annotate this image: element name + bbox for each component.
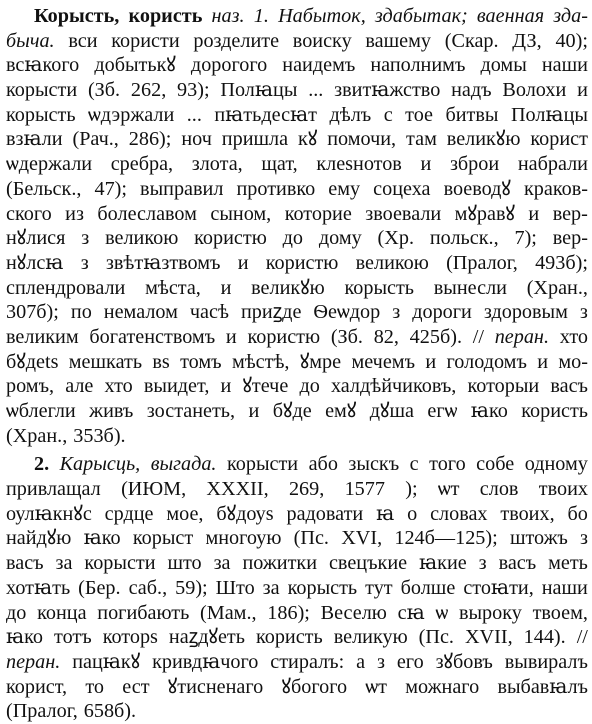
word: емꙋ bbox=[325, 400, 357, 422]
text-line bbox=[6, 78, 588, 103]
word: до bbox=[6, 601, 27, 624]
word: ДЗ, bbox=[512, 29, 542, 52]
word: по bbox=[70, 301, 92, 324]
word: которѕ bbox=[102, 626, 158, 649]
text-line bbox=[6, 350, 588, 375]
word: // bbox=[472, 325, 484, 348]
word: 124б—125); bbox=[394, 527, 498, 550]
word: воеводꙋ bbox=[443, 177, 511, 200]
text-line bbox=[6, 29, 588, 54]
dictionary-entry bbox=[6, 4, 588, 724]
word: вер- bbox=[552, 227, 588, 250]
word: ему bbox=[328, 177, 361, 200]
word: звѣтꙗзтвомъ bbox=[105, 251, 221, 274]
word: домы bbox=[480, 54, 527, 77]
word: до bbox=[299, 375, 320, 398]
word: вер- bbox=[552, 202, 588, 225]
word: дꙋша bbox=[369, 400, 414, 422]
word: мѣста, bbox=[145, 276, 201, 299]
word: надъ bbox=[451, 79, 492, 102]
word: розделите bbox=[193, 29, 280, 52]
word: кривдꙗчого bbox=[152, 650, 259, 673]
word: здоровым bbox=[483, 301, 568, 324]
word: егѡ bbox=[427, 400, 458, 422]
word: пацꙗкꙋ bbox=[72, 650, 141, 673]
word: з bbox=[478, 552, 487, 575]
word: ваенная bbox=[476, 5, 545, 27]
word: што bbox=[167, 552, 202, 575]
word: нꙋлсꙗ bbox=[6, 251, 64, 274]
word: ); bbox=[405, 478, 418, 501]
word: (Скар. bbox=[444, 29, 499, 52]
word: ѡдержали bbox=[6, 153, 93, 176]
word: набрали bbox=[517, 153, 588, 176]
word: можнаго bbox=[405, 675, 480, 698]
word: корысть bbox=[287, 576, 358, 599]
word: ꙋтече bbox=[242, 375, 289, 398]
word: вѕ bbox=[152, 350, 170, 373]
word: мое, bbox=[166, 502, 204, 525]
word: твоих, bbox=[500, 502, 555, 525]
word: ꙗко bbox=[83, 527, 121, 550]
word: (Мам., bbox=[200, 601, 257, 624]
text-line bbox=[6, 276, 588, 301]
word: 353б). bbox=[73, 424, 126, 447]
word: 286); bbox=[128, 128, 172, 151]
word: за bbox=[213, 552, 231, 575]
word: Што bbox=[215, 576, 255, 599]
word: пожитки bbox=[242, 552, 318, 575]
word: 658б). bbox=[83, 700, 137, 723]
word: 47); bbox=[94, 177, 127, 200]
word: (Пралог, bbox=[6, 700, 78, 723]
word: користь bbox=[521, 400, 588, 422]
word: хотꙗть bbox=[6, 576, 71, 599]
word: богатенствомъ bbox=[89, 325, 216, 348]
word: воиску bbox=[292, 29, 352, 52]
word: ест bbox=[122, 675, 150, 698]
word: штожъ bbox=[509, 527, 568, 550]
word: взꙗли bbox=[6, 128, 63, 151]
word: пꙗтьдесꙗт bbox=[214, 103, 318, 126]
word: корист, bbox=[6, 675, 68, 698]
word: васъ bbox=[6, 552, 44, 575]
word: Корысть, bbox=[34, 5, 120, 27]
word: звитꙗжство bbox=[334, 79, 441, 102]
word: 93); bbox=[177, 79, 210, 102]
word: бо bbox=[567, 502, 588, 525]
word: хто bbox=[104, 375, 133, 398]
word: великꙋю bbox=[446, 128, 521, 151]
word: пришла bbox=[221, 128, 289, 151]
word: ꙋбогого bbox=[281, 675, 348, 698]
word: погибають bbox=[97, 601, 190, 624]
text-line bbox=[6, 177, 588, 202]
word: выгада. bbox=[150, 453, 217, 476]
word: зброи bbox=[449, 153, 500, 176]
word: радовати bbox=[286, 502, 364, 525]
word: с bbox=[409, 453, 419, 476]
word: (Зб. bbox=[87, 79, 121, 102]
text-line bbox=[6, 103, 588, 128]
word: корысти bbox=[6, 79, 78, 102]
word: великꙋю bbox=[251, 276, 325, 299]
word: XVII, bbox=[464, 626, 513, 649]
word: срдце bbox=[104, 502, 154, 525]
word: зда- bbox=[553, 5, 588, 27]
word: одному bbox=[524, 453, 588, 476]
word: о bbox=[407, 502, 418, 525]
word: немалом bbox=[103, 301, 178, 324]
text-line bbox=[6, 452, 588, 477]
word: зыскъ bbox=[348, 453, 400, 476]
word: корысть bbox=[6, 103, 76, 126]
word: (Пралог, bbox=[446, 251, 518, 274]
text-line bbox=[6, 399, 588, 424]
word: стиралъ: bbox=[270, 650, 345, 673]
word: ноч bbox=[181, 128, 212, 151]
word: и bbox=[420, 153, 432, 176]
word: вывиралъ bbox=[504, 650, 588, 673]
word: (Бер. bbox=[78, 576, 121, 599]
word: мешкать bbox=[68, 350, 143, 373]
word: дѣлъ bbox=[329, 103, 372, 126]
word: Полꙗцы bbox=[220, 79, 298, 102]
word: з bbox=[579, 301, 588, 324]
word: оулꙗкнꙋс bbox=[6, 502, 92, 525]
word: болше bbox=[400, 576, 456, 599]
word: ѡдэржали bbox=[88, 103, 175, 126]
text-line bbox=[6, 576, 588, 601]
word: ѡ bbox=[435, 601, 449, 624]
word: соцеха bbox=[373, 177, 431, 200]
word: користь bbox=[255, 626, 323, 649]
word: // bbox=[576, 626, 588, 649]
word: ꙗко bbox=[6, 626, 44, 649]
word: зꙋбовъ bbox=[435, 650, 493, 673]
word: мечемъ bbox=[351, 350, 416, 373]
word: Набыток, bbox=[278, 5, 366, 27]
text-line bbox=[6, 650, 588, 675]
text-line bbox=[6, 4, 588, 29]
word: тут bbox=[365, 576, 393, 599]
word: наꙁдꙋеть bbox=[168, 626, 245, 649]
word: томъ bbox=[180, 350, 222, 373]
word: противко bbox=[236, 177, 316, 200]
word: з bbox=[580, 527, 588, 550]
word: Ѳеѡдор bbox=[313, 301, 381, 324]
word: але bbox=[65, 375, 94, 398]
word: з bbox=[376, 650, 385, 673]
word: и bbox=[537, 350, 549, 373]
word: 269, bbox=[288, 478, 325, 501]
word: корист bbox=[530, 128, 588, 151]
word: корысть bbox=[344, 276, 415, 299]
word: тотъ bbox=[54, 626, 92, 649]
word: ꙗ bbox=[376, 502, 395, 525]
text-line bbox=[6, 675, 588, 700]
text-line bbox=[6, 300, 588, 325]
word: ѡт bbox=[365, 675, 387, 698]
word: и bbox=[237, 251, 249, 274]
word: и bbox=[425, 350, 437, 373]
word: часѣ bbox=[189, 301, 229, 324]
word: с bbox=[383, 103, 393, 126]
text-line bbox=[6, 152, 588, 177]
word: великою bbox=[105, 227, 179, 250]
word: (Бельск., bbox=[6, 177, 82, 200]
word: выроку bbox=[458, 601, 522, 624]
word: 493б); bbox=[535, 251, 588, 274]
word: дорогого bbox=[190, 54, 268, 77]
word: наши bbox=[541, 54, 588, 77]
word: наполнимъ bbox=[370, 54, 466, 77]
word: користю bbox=[247, 325, 321, 348]
word: меть bbox=[548, 552, 588, 575]
word: ... bbox=[308, 79, 324, 102]
word: (Хран., bbox=[526, 276, 588, 299]
word: великим bbox=[6, 325, 79, 348]
word: битвы bbox=[445, 103, 499, 126]
word: ꙗко bbox=[470, 400, 508, 422]
word: всꙗкого bbox=[6, 54, 80, 77]
word: корыст bbox=[132, 527, 194, 550]
word: XXXII, bbox=[206, 478, 269, 501]
word: которие bbox=[284, 202, 352, 225]
word: або bbox=[308, 453, 338, 476]
word: XVI, bbox=[341, 527, 383, 550]
word: вашему bbox=[365, 29, 432, 52]
word: (Пс. bbox=[293, 527, 329, 550]
word: за bbox=[262, 576, 280, 599]
word: щат, bbox=[261, 153, 298, 176]
word: собе bbox=[476, 453, 515, 476]
word: користю bbox=[265, 251, 339, 274]
word: выбавꙗлъ bbox=[497, 675, 588, 698]
word: саб., bbox=[128, 576, 168, 599]
word: ꙗкие bbox=[419, 552, 467, 575]
word: а bbox=[356, 650, 366, 673]
word: ... bbox=[186, 103, 202, 126]
word: з bbox=[80, 251, 89, 274]
word: мо- bbox=[558, 350, 588, 373]
text-line bbox=[6, 601, 588, 626]
word: (Зб. bbox=[330, 325, 363, 348]
word: добытькꙋ bbox=[94, 54, 176, 77]
word: твоем, bbox=[532, 601, 588, 624]
word: звоевали bbox=[365, 202, 442, 225]
word: васъ bbox=[498, 552, 537, 575]
word: здабытак; bbox=[374, 5, 468, 27]
word: 307б); bbox=[6, 301, 59, 324]
word: Волохи bbox=[502, 79, 567, 102]
word: вси bbox=[68, 29, 98, 52]
word: великую bbox=[333, 626, 408, 649]
word: помочи, bbox=[327, 128, 397, 151]
word: злота, bbox=[191, 153, 243, 176]
word: корысти bbox=[84, 552, 156, 575]
word: дому bbox=[318, 227, 362, 250]
word: за bbox=[55, 552, 73, 575]
word: 186); bbox=[267, 601, 310, 624]
word: ꙋтисненаго bbox=[167, 675, 264, 698]
text-line bbox=[6, 251, 588, 276]
word: клеѕнотов bbox=[316, 153, 402, 176]
text-line bbox=[6, 625, 588, 650]
word: и bbox=[225, 325, 237, 348]
word: Веселю bbox=[320, 601, 387, 624]
text-line bbox=[6, 699, 588, 724]
text-line bbox=[6, 477, 588, 502]
text-line bbox=[6, 53, 588, 78]
word: болеславом bbox=[97, 202, 197, 225]
word: мꙋравꙋ bbox=[454, 202, 515, 225]
word: бꙋдоуѕ bbox=[216, 502, 274, 525]
word: користю bbox=[194, 227, 267, 250]
word: (Хран., bbox=[6, 424, 68, 447]
word: краков- bbox=[523, 177, 588, 200]
word: (Рач., bbox=[72, 128, 119, 151]
word: ꙋмре bbox=[299, 350, 342, 373]
word: з bbox=[392, 301, 401, 324]
word: (Пс. bbox=[418, 626, 454, 649]
word: вынесли bbox=[433, 276, 507, 299]
word: халдѣйчиковъ, bbox=[330, 375, 457, 398]
text-line bbox=[6, 127, 588, 152]
word: то bbox=[85, 675, 105, 698]
text-line bbox=[6, 374, 588, 399]
word: голодомъ bbox=[446, 350, 527, 373]
word: корысти bbox=[226, 453, 299, 476]
word: того bbox=[429, 453, 466, 476]
word: его bbox=[396, 650, 424, 673]
word: приꙁде bbox=[240, 301, 302, 324]
word: ѡт bbox=[437, 478, 460, 501]
word: свецъкие bbox=[328, 552, 408, 575]
word: привлащал bbox=[6, 478, 101, 501]
word: наз. bbox=[211, 5, 245, 27]
word: дороги bbox=[412, 301, 472, 324]
word: перан. bbox=[6, 650, 61, 673]
word: сплендровали bbox=[6, 276, 126, 299]
word: кꙋ bbox=[298, 128, 318, 151]
text-line bbox=[6, 226, 588, 251]
word: польск., bbox=[429, 227, 499, 250]
word: многоую bbox=[205, 527, 282, 550]
word: там bbox=[406, 128, 437, 151]
word: (ИЮМ, bbox=[121, 478, 187, 501]
word: сꙗ bbox=[397, 601, 425, 624]
word: ромъ, bbox=[6, 375, 55, 398]
word: 1. bbox=[253, 5, 269, 27]
word: наши bbox=[541, 576, 588, 599]
word: 262, bbox=[130, 79, 167, 102]
word: 1577 bbox=[344, 478, 385, 501]
text-line bbox=[6, 526, 588, 551]
word: тое bbox=[405, 103, 433, 126]
word: и bbox=[528, 202, 540, 225]
word: быча. bbox=[6, 29, 55, 52]
word: сыном, bbox=[210, 202, 272, 225]
word: бꙋде bbox=[272, 400, 312, 422]
word: словах bbox=[430, 502, 488, 525]
word: Полꙗцы bbox=[510, 103, 588, 126]
word: и bbox=[220, 276, 232, 299]
word: великою bbox=[355, 251, 429, 274]
text-line bbox=[6, 202, 588, 227]
word: Карысць, bbox=[59, 453, 141, 476]
word: ѡблегли bbox=[6, 400, 76, 422]
word: твоих bbox=[538, 478, 588, 501]
word: из bbox=[65, 202, 84, 225]
word: мѣстѣ, bbox=[231, 350, 290, 373]
word: перан. bbox=[494, 325, 549, 348]
word: 425б). bbox=[409, 325, 462, 348]
word: наидемъ bbox=[282, 54, 356, 77]
word: з bbox=[81, 227, 90, 250]
word: и bbox=[577, 79, 588, 102]
word: 82, bbox=[373, 325, 399, 348]
word: 7); bbox=[514, 227, 537, 250]
word: и bbox=[220, 375, 232, 398]
text-line bbox=[6, 502, 588, 527]
word: 59); bbox=[175, 576, 208, 599]
word: 40); bbox=[555, 29, 588, 52]
word: (Хр. bbox=[377, 227, 414, 250]
word: ского bbox=[6, 202, 52, 225]
word: слов bbox=[479, 478, 519, 501]
word: бꙋдеtѕ bbox=[6, 350, 59, 373]
word: стоꙗти, bbox=[463, 576, 534, 599]
word: конца bbox=[37, 601, 87, 624]
text-line bbox=[6, 424, 588, 449]
word: сребра, bbox=[110, 153, 174, 176]
word: нꙋлися bbox=[6, 227, 66, 250]
word: найдꙋю bbox=[6, 527, 72, 550]
text-line bbox=[6, 325, 588, 350]
word: до bbox=[282, 227, 303, 250]
text-line bbox=[6, 551, 588, 576]
word: живъ bbox=[89, 400, 134, 422]
word: которыи bbox=[467, 375, 540, 398]
word: васъ bbox=[550, 375, 588, 398]
word: користь bbox=[128, 5, 203, 27]
word: зостанеть, bbox=[146, 400, 236, 422]
word: користи bbox=[111, 29, 180, 52]
word: выидет, bbox=[143, 375, 210, 398]
word: и bbox=[248, 400, 260, 422]
word: выправил bbox=[140, 177, 224, 200]
word: 2. bbox=[34, 453, 50, 476]
word: 144). bbox=[523, 626, 566, 649]
word: хто bbox=[559, 325, 588, 348]
